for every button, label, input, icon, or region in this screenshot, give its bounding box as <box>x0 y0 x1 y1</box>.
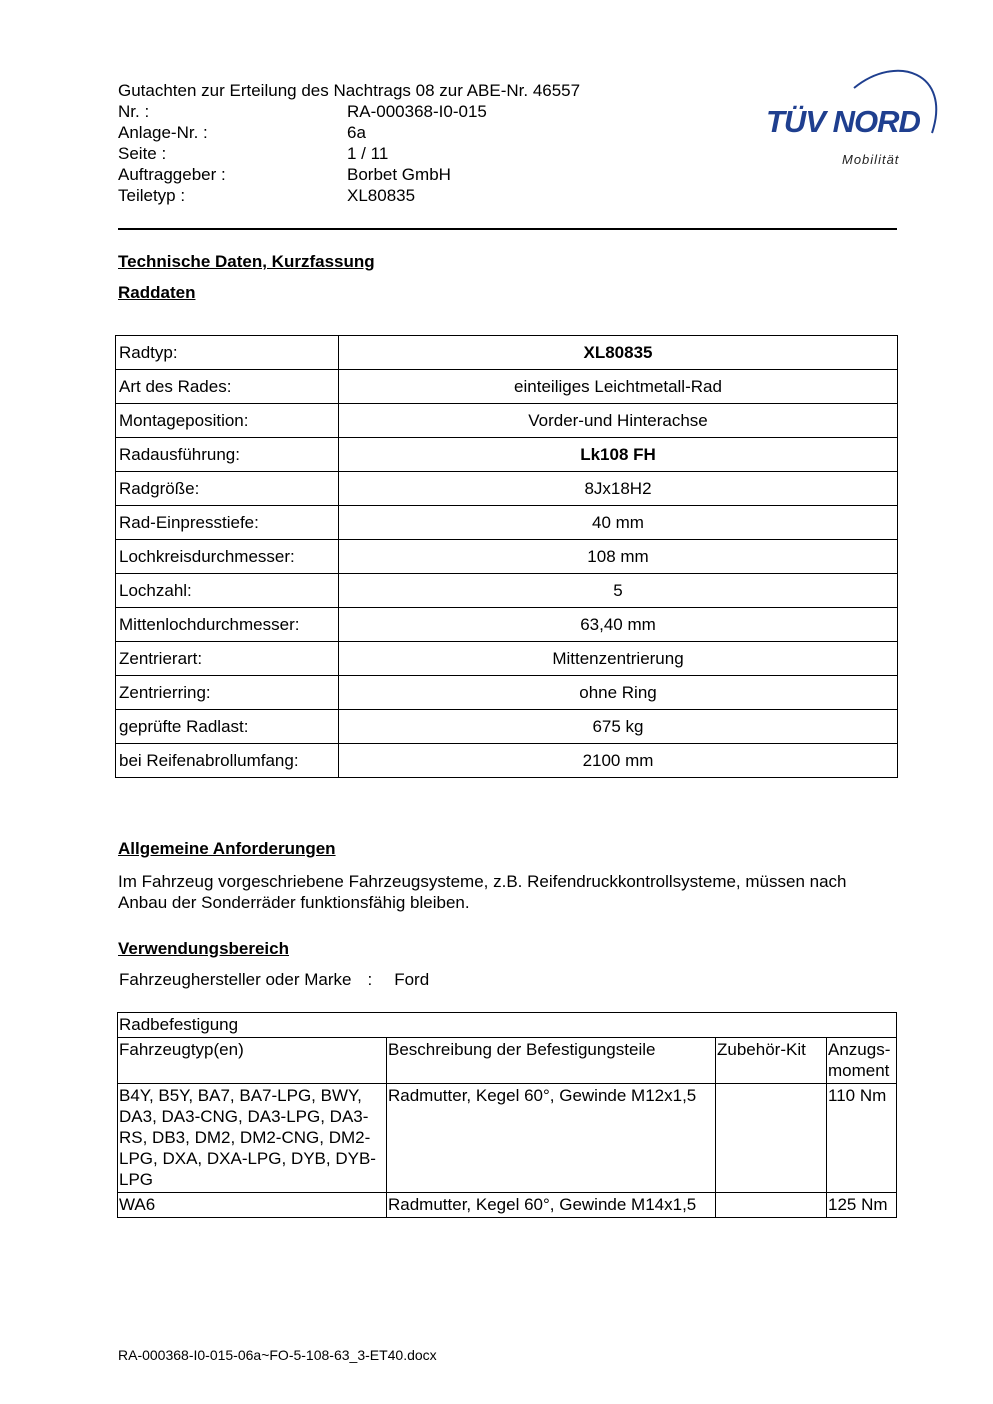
table-row <box>116 404 898 438</box>
column-header: Zubehör-Kit <box>716 1038 827 1084</box>
table-row <box>116 540 898 574</box>
table-header-row <box>118 1038 897 1084</box>
table-cell: Radmutter, Kegel 60°, Gewinde M14x1,5 <box>387 1193 716 1218</box>
table-row <box>116 574 898 608</box>
usage-heading: Verwendungsbereich <box>118 939 289 958</box>
row-label: geprüfte Radlast: <box>116 710 339 744</box>
row-value: 63,40 mm <box>339 608 898 642</box>
table-row <box>116 744 898 778</box>
header-key: Auftraggeber : <box>118 165 226 184</box>
table-cell <box>716 1193 827 1218</box>
table-cell: Radmutter, Kegel 60°, Gewinde M12x1,5 <box>387 1084 716 1193</box>
header-value: XL80835 <box>347 186 416 205</box>
row-value: 5 <box>339 574 898 608</box>
table-row <box>116 506 898 540</box>
row-value: 675 kg <box>339 710 898 744</box>
row-label: Radausführung: <box>116 438 339 472</box>
row-label: Montageposition: <box>116 404 339 438</box>
header-row <box>118 185 678 206</box>
header-key: Seite : <box>118 144 167 163</box>
table-row <box>118 1193 897 1218</box>
maker-separator: : <box>367 970 373 989</box>
table-cell: 110 Nm <box>827 1084 897 1193</box>
table-row <box>116 710 898 744</box>
row-label: Lochzahl: <box>116 574 339 608</box>
report-title: Gutachten zur Erteilung des Nachtrags 08 zur ABE-Nr. 46557 <box>118 81 581 100</box>
general-heading: Allgemeine Anforderungen <box>118 839 336 858</box>
table-cell: 125 Nm <box>827 1193 897 1218</box>
table-row <box>116 676 898 710</box>
maker-value: Ford <box>394 970 430 989</box>
row-label: Rad-Einpresstiefe: <box>116 506 339 540</box>
column-header: Anzugs-moment <box>827 1038 897 1084</box>
row-value: 108 mm <box>339 540 898 574</box>
table-row <box>116 370 898 404</box>
header-row <box>118 164 678 185</box>
row-value: Lk108 FH <box>339 438 898 472</box>
table-caption-row <box>118 1013 897 1038</box>
radbefestigung-table <box>117 1012 897 1218</box>
header-key: Nr. : <box>118 102 150 121</box>
row-label: Radtyp: <box>116 336 339 370</box>
table-cell <box>716 1084 827 1193</box>
row-value: Mittenzentrierung <box>339 642 898 676</box>
row-value: ohne Ring <box>339 676 898 710</box>
tuv-nord-logo <box>762 58 942 173</box>
general-text: Im Fahrzeug vorgeschriebene Fahrzeugsysteme, z.B. Reifendruckkontrollsysteme, müssen nach Anbau der Sonderräder funktionsfähig bleiben. <box>118 872 847 912</box>
maker-line <box>119 970 429 990</box>
header-value: 6a <box>347 123 366 142</box>
row-value: 2100 mm <box>339 744 898 778</box>
row-label: Art des Rades: <box>116 370 339 404</box>
row-value: 40 mm <box>339 506 898 540</box>
row-label: Lochkreisdurchmesser: <box>116 540 339 574</box>
column-header: Fahrzeugtyp(en) <box>118 1038 387 1084</box>
header-value: Borbet GmbH <box>347 165 451 184</box>
row-value: 8Jx18H2 <box>339 472 898 506</box>
header-key: Teiletyp : <box>118 186 186 205</box>
row-value: Vorder-und Hinterachse <box>339 404 898 438</box>
header-row <box>118 143 678 164</box>
technical-heading: Technische Daten, Kurzfassung <box>118 252 375 271</box>
table-cell: WA6 <box>118 1193 387 1218</box>
table-row <box>116 438 898 472</box>
header-row <box>118 122 678 143</box>
table-row <box>116 472 898 506</box>
table-caption: Radbefestigung <box>118 1013 897 1038</box>
maker-label: Fahrzeughersteller oder Marke <box>119 970 352 989</box>
table-row <box>118 1084 897 1193</box>
header-value: 1 / 11 <box>347 144 389 163</box>
table-row <box>116 608 898 642</box>
header-key: Anlage-Nr. : <box>118 123 208 142</box>
row-label: Radgröße: <box>116 472 339 506</box>
raddaten-heading: Raddaten <box>118 283 196 302</box>
document-header <box>118 80 678 206</box>
row-label: bei Reifenabrollumfang: <box>116 744 339 778</box>
header-row <box>118 101 678 122</box>
column-header: Beschreibung der Befestigungsteile <box>387 1038 716 1084</box>
logo-subtitle: Mobilität <box>842 152 900 167</box>
row-value: XL80835 <box>339 336 898 370</box>
row-value: einteiliges Leichtmetall-Rad <box>339 370 898 404</box>
header-divider <box>118 228 897 230</box>
row-label: Mittenlochdurchmesser: <box>116 608 339 642</box>
row-label: Zentrierring: <box>116 676 339 710</box>
logo-brand: TÜV NORD <box>766 104 920 139</box>
row-label: Zentrierart: <box>116 642 339 676</box>
table-row <box>116 336 898 370</box>
table-cell: B4Y, B5Y, BA7, BA7-LPG, BWY, DA3, DA3-CNG, DA3-LPG, DA3-RS, DB3, DM2, DM2-CNG, DM2-LPG, DXA, DXA-LPG, DYB, DYB-LPG <box>118 1084 387 1193</box>
raddaten-table <box>115 335 898 778</box>
table-row <box>116 642 898 676</box>
header-value: RA-000368-I0-015 <box>347 102 487 121</box>
footer-filename: RA-000368-I0-015-06a~FO-5-108-63_3-ET40.docx <box>118 1347 437 1363</box>
